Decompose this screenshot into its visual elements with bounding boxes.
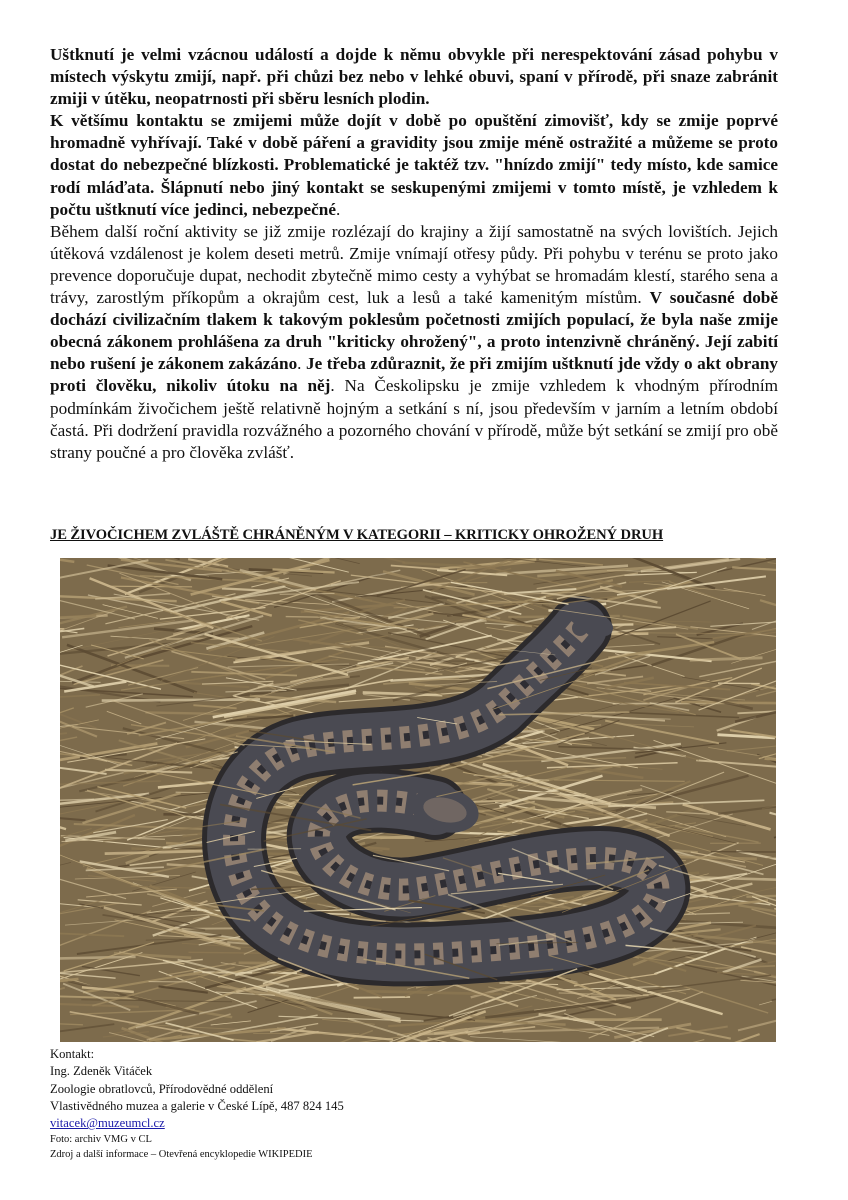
text-run: Během další roční aktivity se již zmije rozlézají do krajiny a žijí samostatně na svých lovištích. Jejich útěková vzdálenost je kolem deseti metrů. Zmije vnímají otřesy půdy. Při pohybu v terénu se proto jako prevence doporučuje dupat, nechodit zbytečně mimo cesty a vyhýbat se hromadám klestí, starého sena a trávy, zarostlým příkopům a okrajům cest, luk a lesů a také kamenitým místům. [50, 221, 778, 308]
text-run: . [297, 354, 306, 374]
grass-blade [102, 699, 260, 700]
contact-department: Zoologie obratlovců, Přírodovědné oddělení [50, 1081, 274, 1096]
photo-credit: Foto: archiv VMG v CL [50, 1134, 152, 1146]
contact-name: Ing. Zdeněk Vitáček [50, 1064, 153, 1079]
paragraph [50, 44, 778, 110]
bold-text-run: Uštknutí je velmi vzácnou událostí a dojde k němu obvykle při nerespektování zásad pohybu v místech výskytu zmijí, např. při chůzi bez nebo v lehké obuvi, spaní v přírodě, při snaze zabránit zmiji v útěku, neopatrnosti při sběru lesních plodin. [50, 45, 778, 109]
contact-institution: Vlastivědného muzea a galerie v České Lípě, 487 824 145 [50, 1098, 344, 1113]
contact-label: Kontakt: [50, 1047, 95, 1061]
grass-blade [107, 586, 192, 587]
paragraph [50, 110, 778, 220]
bold-text-run: V současné době dochází civilizačním tlakem k takovým poklesům početnosti zmijích populací, že byla naše zmije obecná zákonem prohlášena za druh "kriticky ohrožený", a proto intenzivně chráněný. Její zabití nebo rušení je zákonem zakázáno [50, 288, 778, 374]
grass-blade [248, 849, 302, 850]
contact-email-link[interactable]: vitacek@muzeumcl.cz [50, 1116, 165, 1131]
text-run: . [335, 199, 341, 219]
source-note: Zdroj a další informace – Otevřená encyklopedie WIKIPEDIE [50, 1149, 313, 1161]
article-body [50, 44, 778, 464]
adder-photo-drawing [60, 558, 776, 1042]
section-heading: JE ŽIVOČICHEM ZVLÁŠTĚ CHRÁNĚNÝM V KATEGORII – KRITICKY OHROŽENÝ DRUH [50, 527, 664, 543]
contact-block [50, 1046, 550, 1162]
adder-photo [60, 558, 776, 1042]
paragraph [50, 221, 778, 464]
bold-text-run: K většímu kontaktu se zmijemi může dojít v době po opuštění zimovišť, kdy se zmije poprvé hromadně vyhřívají. Také v době páření a gravidity jsou zmije méně ostražité a můžeme se proto dostat do nebezpečné blízkosti. Problematické je taktéž tzv. "hnízdo zmijí" tedy místo, kde samice rodí mláďata. Šlápnutí nebo jiný kontakt se seskupenými zmijemi v tomto místě, je vzhledem k počtu uštknutí více jedinci, nebezpečné [50, 111, 778, 219]
bold-text-run: Je třeba zdůraznit, že při zmijím uštknutí jde vždy o akt obrany proti člověku, nikoliv útoku na něj [50, 354, 779, 396]
text-run: . Na Českolipsku je zmije vzhledem k vhodným přírodním podmínkám živočichem ještě relativně hojným a setkání s ní, jsou především v jarním a letním období častá. Při dodržení pravidla rozvážného a pozorného chování v přírodě, může být setkání se zmijí pro obě strany poučné a pro člověka zvlášť. [50, 376, 778, 462]
